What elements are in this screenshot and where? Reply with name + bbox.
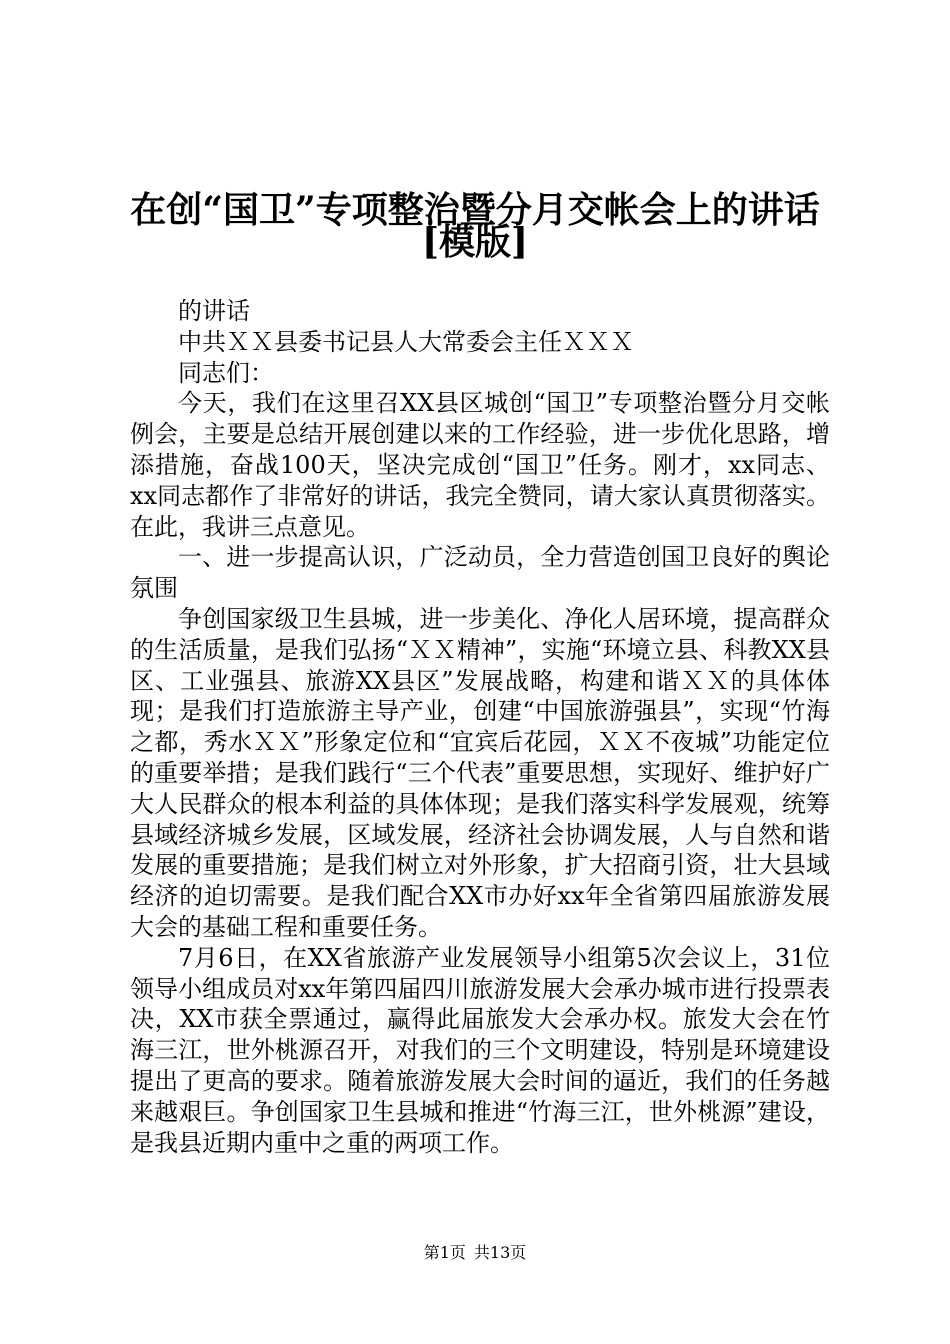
document-body <box>130 296 830 1158</box>
paragraph-subtitle: 的讲话 <box>178 297 250 325</box>
page-footer <box>0 1243 950 1263</box>
page-number: 第1页 <box>423 1243 466 1262</box>
document-title-line-2: [模版] <box>421 221 529 263</box>
paragraph-body: 7月6日，在XX省旅游产业发展领导小组第5次会议上，31位领导小组成员对xx年第四届四川旅游发展大会承办城市进行投票表决，XX市获全票通过，赢得此届旅发大会承办权。旅发大会在竹海三江，世外桃源召开，对我们的三个文明建设，特别是环境建设提出了更高的要求。随着旅游发展大会时间的逼近，我们的任务越来越艰巨。争创国家卫生县城和推进“竹海三江，世外桃源”建设，是我县近期内重中之重的两项工作。 <box>130 943 830 1157</box>
page-total: 共13页 <box>473 1243 527 1262</box>
section-heading-1: 一、进一步提高认识，广泛动员，全力营造创国卫良好的舆论氛围 <box>130 543 830 603</box>
document-title-line-1: 在创“国卫”专项整治暨分月交帐会上的讲话 <box>130 189 820 231</box>
paragraph-speaker: 中共ＸＸ县委书记县人大常委会主任ＸＸＸ <box>178 327 634 356</box>
paragraph-salutation: 同志们： <box>178 358 274 387</box>
paragraph-intro: 今天，我们在这里召XX县区城创“国卫”专项整治暨分月交帐例会，主要是总结开展创建以来的工作经验，进一步优化思路，增添措施，奋战100天，坚决完成创“国卫”任务。刚才，xx同志、xx同志都作了非常好的讲话，我完全赞同，请大家认真贯彻落实。在此，我讲三点意见。 <box>130 389 830 541</box>
paragraph-body: 争创国家级卫生县城，进一步美化、净化人居环境，提高群众的生活质量，是我们弘扬“ＸＸ精神”，实施“环境立县、科教XX县区、工业强县、旅游XX县区”发展战略，构建和谐ＸＸ的具体体现；是我们打造旅游主导产业，创建“中国旅游强县”，实现“竹海之都，秀水ＸＸ”形象定位和“宜宾后花园，ＸＸ不夜城”功能定位的重要举措；是我们践行“三个代表”重要思想，实现好、维护好广大人民群众的根本利益的具体体现；是我们落实科学发展观，统筹县域经济城乡发展，区域发展，经济社会协调发展，人与自然和谐发展的重要措施；是我们树立对外形象，扩大招商引资，壮大县域经济的迫切需要。是我们配合XX市办好xx年全省第四届旅游发展大会的基础工程和重要任务。 <box>130 604 830 941</box>
